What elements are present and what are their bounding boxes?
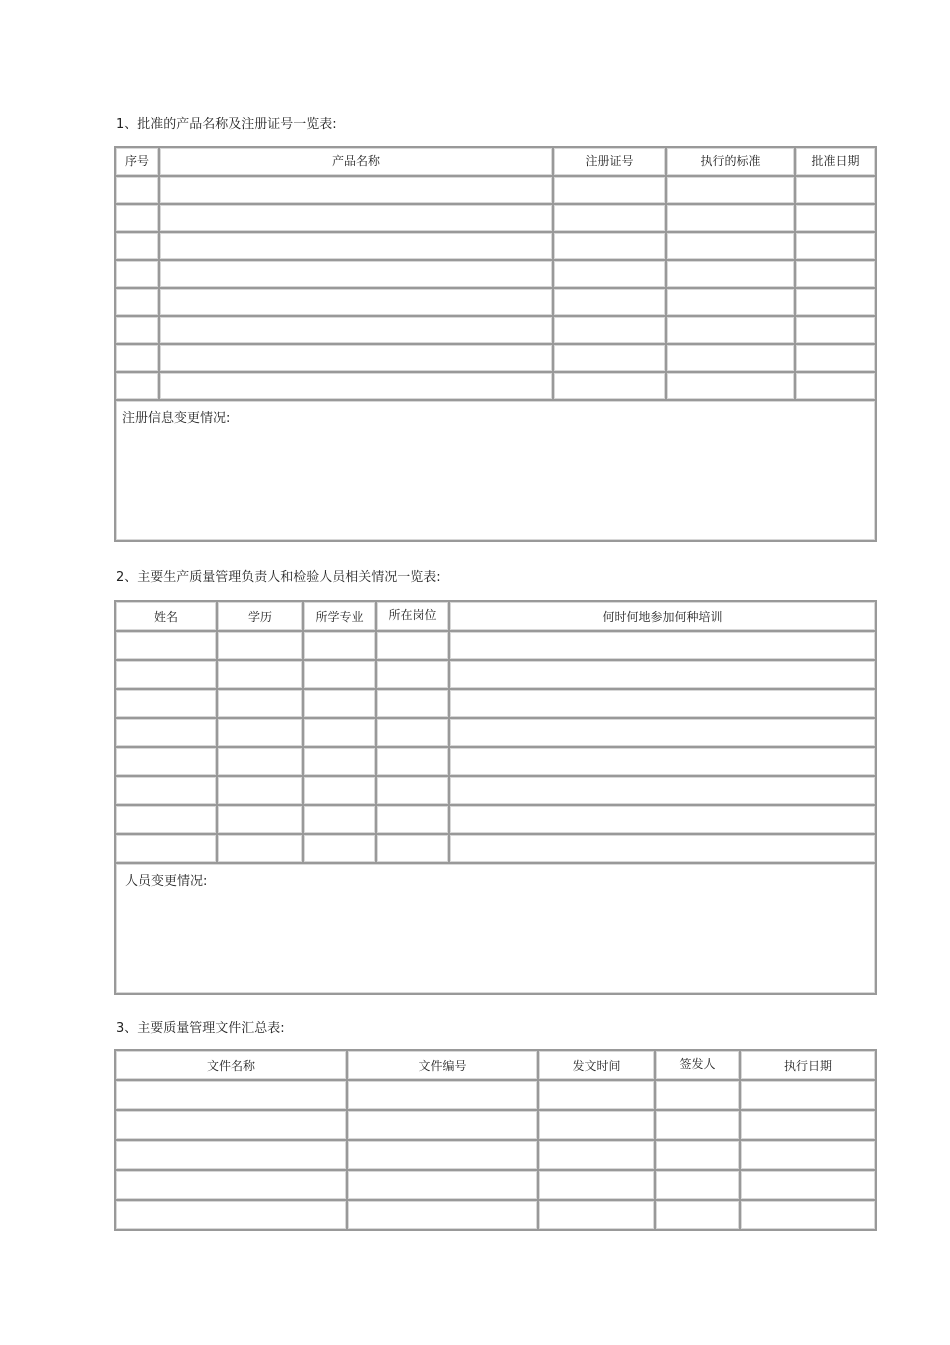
table-cell[interactable] (115, 1170, 347, 1200)
table-cell[interactable] (795, 204, 876, 232)
table-cell[interactable] (376, 631, 449, 660)
table-cell[interactable] (376, 834, 449, 863)
table-cell[interactable] (376, 718, 449, 747)
table-cell[interactable] (217, 689, 303, 718)
col-effective-date: 执行日期 (740, 1050, 876, 1080)
col-name: 姓名 (115, 601, 217, 631)
table-row (115, 204, 876, 232)
table-row (115, 834, 876, 863)
note-row (115, 400, 876, 541)
table-cell[interactable] (553, 232, 666, 260)
table-row (115, 232, 876, 260)
table-row (115, 344, 876, 372)
table-cell[interactable] (347, 1200, 538, 1230)
table-cell[interactable] (553, 176, 666, 204)
col-product-name: 产品名称 (159, 147, 553, 176)
registration-change-label: 注册信息变更情况: (122, 411, 231, 426)
table-cell[interactable] (115, 176, 159, 204)
table-cell[interactable] (538, 1200, 655, 1230)
table-cell[interactable] (115, 288, 159, 316)
table-cell[interactable] (740, 1170, 876, 1200)
table-cell[interactable] (449, 689, 876, 718)
table-cell[interactable] (795, 260, 876, 288)
product-registration-table (114, 146, 877, 542)
table-cell[interactable] (303, 660, 376, 689)
table-cell[interactable] (115, 1110, 347, 1140)
table-cell[interactable] (449, 805, 876, 834)
table-cell[interactable] (115, 316, 159, 344)
table-cell[interactable] (449, 834, 876, 863)
personnel-change-note[interactable] (115, 863, 876, 994)
table-cell[interactable] (115, 1200, 347, 1230)
table-cell[interactable] (376, 689, 449, 718)
table-cell[interactable] (666, 232, 795, 260)
table-cell[interactable] (159, 232, 553, 260)
table-cell[interactable] (376, 805, 449, 834)
table-row (115, 176, 876, 204)
table-row (115, 316, 876, 344)
col-position: 所在岗位 (376, 601, 449, 631)
table-cell[interactable] (655, 1110, 740, 1140)
table-cell[interactable] (159, 288, 553, 316)
col-training: 何时何地参加何种培训 (449, 601, 876, 631)
table-row (115, 689, 876, 718)
table-cell[interactable] (740, 1140, 876, 1170)
col-major: 所学专业 (303, 601, 376, 631)
table-cell[interactable] (159, 344, 553, 372)
table-cell[interactable] (538, 1170, 655, 1200)
table-cell[interactable] (115, 834, 217, 863)
col-document-name: 文件名称 (115, 1050, 347, 1080)
table-cell[interactable] (538, 1080, 655, 1110)
table-cell[interactable] (303, 631, 376, 660)
table-cell[interactable] (217, 776, 303, 805)
table-cell[interactable] (303, 689, 376, 718)
table-cell[interactable] (115, 344, 159, 372)
table-cell[interactable] (376, 747, 449, 776)
table-cell[interactable] (449, 776, 876, 805)
col-approval-date: 批准日期 (795, 147, 876, 176)
table-row (115, 631, 876, 660)
table-cell[interactable] (795, 344, 876, 372)
table-cell[interactable] (553, 260, 666, 288)
table-cell[interactable] (115, 260, 159, 288)
table-cell[interactable] (795, 176, 876, 204)
col-issue-date: 发文时间 (538, 1050, 655, 1080)
note-row (115, 863, 876, 994)
table-row (115, 1140, 876, 1170)
quality-documents-table (114, 1049, 877, 1231)
table-row (115, 1080, 876, 1110)
table-cell[interactable] (115, 776, 217, 805)
table-cell[interactable] (115, 232, 159, 260)
table-cell[interactable] (217, 660, 303, 689)
table-cell[interactable] (217, 747, 303, 776)
table-cell[interactable] (666, 344, 795, 372)
table-cell[interactable] (217, 805, 303, 834)
table-cell[interactable] (159, 204, 553, 232)
table-cell[interactable] (740, 1110, 876, 1140)
table-cell[interactable] (115, 204, 159, 232)
table-cell[interactable] (115, 1140, 347, 1170)
table-row (115, 372, 876, 400)
col-standard: 执行的标准 (666, 147, 795, 176)
table-cell[interactable] (666, 260, 795, 288)
table-cell[interactable] (115, 631, 217, 660)
col-issuer: 签发人 (655, 1050, 740, 1080)
table-cell[interactable] (347, 1170, 538, 1200)
table-cell[interactable] (449, 660, 876, 689)
table-cell[interactable] (303, 805, 376, 834)
table-cell[interactable] (159, 316, 553, 344)
table-cell[interactable] (217, 631, 303, 660)
table-cell[interactable] (655, 1080, 740, 1110)
table-cell[interactable] (553, 316, 666, 344)
table-cell[interactable] (115, 689, 217, 718)
table-cell[interactable] (553, 372, 666, 400)
table-cell[interactable] (655, 1200, 740, 1230)
table-cell[interactable] (303, 776, 376, 805)
table-cell[interactable] (795, 372, 876, 400)
table-cell[interactable] (538, 1140, 655, 1170)
table-cell[interactable] (449, 631, 876, 660)
table-cell[interactable] (666, 204, 795, 232)
table-header-row (115, 1050, 876, 1080)
table-cell[interactable] (159, 176, 553, 204)
table-cell[interactable] (666, 316, 795, 344)
col-registration-number: 注册证号 (553, 147, 666, 176)
table-header-row (115, 601, 876, 631)
table-cell[interactable] (666, 176, 795, 204)
table-cell[interactable] (740, 1200, 876, 1230)
table-cell[interactable] (666, 288, 795, 316)
table-cell[interactable] (795, 316, 876, 344)
table-cell[interactable] (795, 288, 876, 316)
table-cell[interactable] (449, 747, 876, 776)
table-cell[interactable] (159, 372, 553, 400)
table-cell[interactable] (303, 718, 376, 747)
table-row (115, 1170, 876, 1200)
table-cell[interactable] (666, 372, 795, 400)
table-cell[interactable] (347, 1140, 538, 1170)
table-cell[interactable] (115, 747, 217, 776)
table-cell[interactable] (115, 660, 217, 689)
table-cell[interactable] (795, 232, 876, 260)
table-cell[interactable] (376, 776, 449, 805)
table-row (115, 747, 876, 776)
section2-heading: 2、主要生产质量管理负责人和检验人员相关情况一览表: (116, 570, 441, 585)
table-row (115, 776, 876, 805)
table-cell[interactable] (217, 718, 303, 747)
table-cell[interactable] (655, 1170, 740, 1200)
table-cell[interactable] (740, 1080, 876, 1110)
table-cell[interactable] (115, 372, 159, 400)
table-cell[interactable] (159, 260, 553, 288)
table-cell[interactable] (553, 204, 666, 232)
table-cell[interactable] (553, 288, 666, 316)
table-row (115, 718, 876, 747)
table-cell[interactable] (217, 834, 303, 863)
personnel-table (114, 600, 877, 995)
section1-heading: 1、批准的产品名称及注册证号一览表: (116, 117, 337, 132)
table-cell[interactable] (538, 1110, 655, 1140)
table-row (115, 805, 876, 834)
table-cell[interactable] (115, 805, 217, 834)
table-cell[interactable] (303, 747, 376, 776)
col-education: 学历 (217, 601, 303, 631)
table-row (115, 260, 876, 288)
table-cell[interactable] (115, 718, 217, 747)
table-cell[interactable] (449, 718, 876, 747)
table-cell[interactable] (347, 1080, 538, 1110)
col-serial-number: 序号 (115, 147, 159, 176)
table-cell[interactable] (115, 1080, 347, 1110)
table-row (115, 288, 876, 316)
table-row (115, 660, 876, 689)
table-cell[interactable] (303, 834, 376, 863)
table-cell[interactable] (376, 660, 449, 689)
table-cell[interactable] (347, 1110, 538, 1140)
table-cell[interactable] (553, 344, 666, 372)
personnel-change-label: 人员变更情况: (125, 874, 208, 889)
col-document-number: 文件编号 (347, 1050, 538, 1080)
table-header-row (115, 147, 876, 176)
table-row (115, 1110, 876, 1140)
section3-heading: 3、主要质量管理文件汇总表: (116, 1021, 285, 1036)
registration-change-note[interactable] (115, 400, 876, 541)
table-row (115, 1200, 876, 1230)
table-cell[interactable] (655, 1140, 740, 1170)
